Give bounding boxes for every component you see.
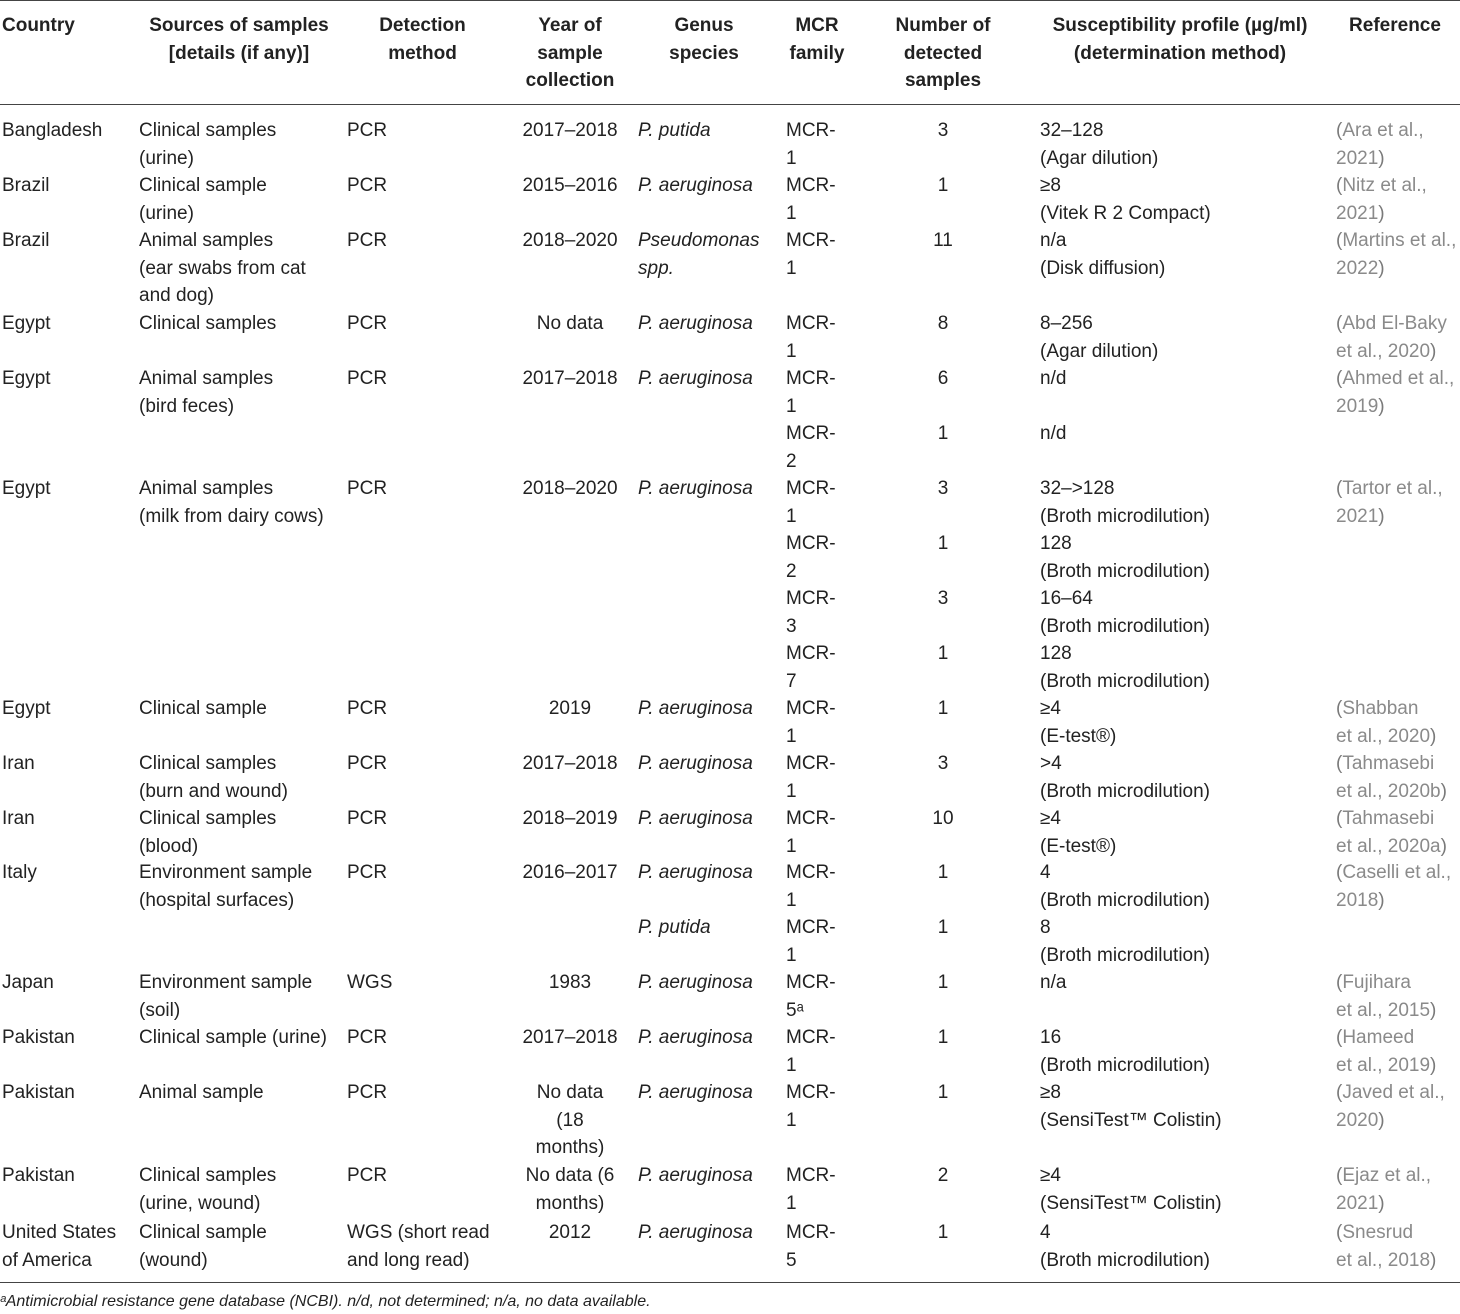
cell-mcr-family: MCR- 5: [786, 1222, 836, 1271]
cell-year: 2017–2018: [522, 1027, 618, 1048]
cell-country: Brazil: [2, 230, 50, 251]
cell-method: PCR: [347, 313, 388, 334]
cell-number: 1: [937, 862, 949, 883]
paren: (: [1336, 1222, 1343, 1243]
cell-reference: [1336, 475, 1460, 530]
cell-method: PCR: [347, 1027, 388, 1048]
cell-reference: [1336, 969, 1460, 1024]
cell-mcr-family: MCR- 2: [786, 423, 836, 472]
reference-text[interactable]: Ara et al., 2021: [1336, 120, 1424, 169]
cell-number: 3: [937, 588, 949, 609]
cell-number: 1: [937, 1027, 949, 1048]
cell-year: 2017–2018: [522, 368, 618, 389]
paren: ): [1440, 835, 1447, 857]
cell-method: WGS: [347, 972, 393, 993]
paren: ): [1378, 147, 1385, 169]
cell-mcr-family: MCR- 1: [786, 808, 836, 857]
cell-source: Clinical sample (urine): [139, 175, 267, 224]
cell-year: 2018–2020: [522, 230, 618, 251]
paren: ): [1430, 1054, 1437, 1076]
cell-source: Clinical samples: [139, 313, 277, 334]
cell-susceptibility: n/a (Disk diffusion): [1040, 230, 1166, 279]
cell-source: Animal samples (ear swabs from cat and dog): [139, 230, 306, 306]
cell-mcr-family: MCR- 1: [786, 862, 836, 911]
cell-method: PCR: [347, 753, 388, 774]
cell-genus: P. aeruginosa: [638, 1165, 753, 1186]
paren: (: [1336, 1082, 1343, 1103]
cell-genus: P. aeruginosa: [638, 1082, 753, 1103]
reference-text[interactable]: Ahmed et al., 2019: [1336, 368, 1455, 417]
cell-reference: [1336, 365, 1460, 420]
paren: (: [1336, 230, 1343, 251]
reference-text[interactable]: Fujihara et al., 2015: [1336, 972, 1431, 1021]
cell-susceptibility: 32–>128 (Broth microdilution): [1040, 478, 1210, 527]
cell-country: Japan: [2, 972, 54, 993]
header-year: Year of sample collection: [525, 15, 615, 91]
table-header: [0, 0, 1460, 105]
cell-number: 8: [937, 313, 949, 334]
cell-reference: [1336, 805, 1460, 860]
cell-genus: P. putida: [638, 917, 711, 938]
cell-country: Pakistan: [2, 1027, 75, 1048]
cell-country: Pakistan: [2, 1082, 75, 1103]
cell-source: Animal sample: [139, 1082, 264, 1103]
cell-genus: P. aeruginosa: [638, 313, 753, 334]
reference-text[interactable]: Nitz et al., 2021: [1336, 175, 1427, 224]
header-mcr: MCR family: [789, 15, 845, 64]
paren: (: [1336, 862, 1343, 883]
paren: ): [1378, 1109, 1385, 1131]
cell-number: 11: [933, 230, 953, 251]
cell-mcr-family: MCR- 1: [786, 175, 836, 224]
cell-source: Animal samples (bird feces): [139, 368, 274, 417]
cell-year: No data: [536, 313, 604, 334]
cell-method: PCR: [347, 120, 388, 141]
reference-text[interactable]: Tahmasebi et al., 2020a: [1336, 808, 1441, 857]
reference-text[interactable]: Martins et al., 2022: [1336, 230, 1457, 279]
paren: ): [1378, 257, 1385, 279]
paren: (: [1336, 368, 1343, 389]
header-country: Country: [2, 15, 75, 36]
cell-genus: P. putida: [638, 120, 711, 141]
cell-country: Bangladesh: [2, 120, 103, 141]
cell-genus: P. aeruginosa: [638, 808, 753, 829]
cell-source: Environment sample (hospital surfaces): [139, 862, 313, 911]
cell-susceptibility: 8–256 (Agar dilution): [1040, 313, 1159, 362]
reference-text[interactable]: Snesrud et al., 2018: [1336, 1222, 1431, 1271]
reference-text[interactable]: Shabban et al., 2020: [1336, 698, 1431, 747]
cell-year: 2018–2019: [522, 808, 618, 829]
cell-method: PCR: [347, 478, 388, 499]
cell-country: United States of America: [2, 1222, 117, 1271]
cell-method: WGS (short read and long read): [347, 1222, 490, 1271]
paren: (: [1336, 698, 1343, 719]
reference-text[interactable]: Hameed et al., 2019: [1336, 1027, 1431, 1076]
cell-mcr-family: MCR- 1: [786, 120, 836, 169]
reference-text[interactable]: Tartor et al., 2021: [1336, 478, 1443, 527]
cell-genus: P. aeruginosa: [638, 1027, 753, 1048]
paren: (: [1336, 753, 1343, 774]
cell-number: 3: [937, 120, 949, 141]
cell-method: PCR: [347, 1165, 388, 1186]
cell-genus: P. aeruginosa: [638, 862, 753, 883]
cell-reference: [1336, 1079, 1460, 1134]
cell-susceptibility: >4 (Broth microdilution): [1040, 753, 1210, 802]
header-genus: Genus species: [669, 15, 739, 64]
cell-mcr-family: MCR- 1: [786, 478, 836, 527]
paren: ): [1440, 780, 1447, 802]
cell-reference: [1336, 227, 1460, 282]
paren: (: [1336, 120, 1343, 141]
cell-genus: P. aeruginosa: [638, 698, 753, 719]
header-sources: Sources of samples [details (if any)]: [149, 15, 329, 64]
cell-susceptibility: n/d: [1040, 368, 1067, 389]
cell-genus: P. aeruginosa: [638, 175, 753, 196]
cell-year: 2015–2016: [522, 175, 618, 196]
header-detection: Detection method: [379, 15, 466, 64]
cell-number: 2: [937, 1165, 949, 1186]
cell-susceptibility: ≥4 (E-test®): [1040, 808, 1117, 857]
reference-text[interactable]: Ejaz et al., 2021: [1336, 1165, 1432, 1214]
cell-year: 1983: [548, 972, 592, 993]
cell-susceptibility: n/d: [1040, 423, 1067, 444]
paren: ): [1430, 340, 1437, 362]
cell-number: 1: [937, 698, 949, 719]
cell-source: Clinical sample: [139, 698, 267, 719]
cell-susceptibility: 4 (Broth microdilution): [1040, 1222, 1210, 1271]
cell-susceptibility: n/a: [1040, 972, 1067, 993]
cell-source: Clinical samples (urine, wound): [139, 1165, 277, 1214]
cell-susceptibility: ≥4 (SensiTest™ Colistin): [1040, 1165, 1222, 1214]
cell-year: 2019: [548, 698, 592, 719]
paren: (: [1336, 1027, 1343, 1048]
paren: (: [1336, 972, 1343, 993]
cell-country: Italy: [2, 862, 37, 883]
paren: (: [1336, 1165, 1343, 1186]
reference-text[interactable]: Abd El-Baky et al., 2020: [1336, 313, 1447, 362]
cell-genus: Pseudomonas spp.: [638, 230, 760, 279]
cell-country: Egypt: [2, 698, 51, 719]
cell-susceptibility: 128 (Broth microdilution): [1040, 533, 1210, 582]
cell-country: Egypt: [2, 368, 51, 389]
header-reference: Reference: [1349, 15, 1441, 36]
header-number: Number of detected samples: [895, 15, 991, 91]
cell-year: 2017–2018: [522, 753, 618, 774]
cell-number: 1: [937, 533, 949, 554]
cell-country: Pakistan: [2, 1165, 75, 1186]
table-bottom-rule: [0, 1282, 1460, 1283]
reference-text[interactable]: Caselli et al., 2018: [1336, 862, 1452, 911]
paren: (: [1336, 808, 1343, 829]
cell-source: Clinical sample (urine): [139, 1027, 327, 1048]
cell-mcr-family: MCR- 1: [786, 313, 836, 362]
paren: ): [1378, 202, 1385, 224]
paren: ): [1378, 889, 1385, 911]
cell-susceptibility: 4 (Broth microdilution): [1040, 862, 1210, 911]
cell-number: 1: [937, 917, 949, 938]
cell-source: Environment sample (soil): [139, 972, 313, 1021]
cell-susceptibility: 16–64 (Broth microdilution): [1040, 588, 1210, 637]
cell-method: PCR: [347, 368, 388, 389]
cell-year: 2016–2017: [522, 862, 618, 883]
cell-number: 10: [932, 808, 954, 829]
paren: (: [1336, 175, 1343, 196]
cell-method: PCR: [347, 1082, 388, 1103]
cell-number: 1: [937, 1082, 949, 1103]
reference-text[interactable]: Javed et al., 2020: [1336, 1082, 1445, 1131]
cell-number: 3: [937, 753, 949, 774]
cell-susceptibility: 32–128 (Agar dilution): [1040, 120, 1159, 169]
cell-reference: [1336, 1162, 1460, 1217]
paren: ): [1378, 1192, 1385, 1214]
paren: ): [1430, 999, 1437, 1021]
cell-genus: P. aeruginosa: [638, 478, 753, 499]
cell-country: Iran: [2, 753, 35, 774]
paren: ): [1430, 1249, 1437, 1271]
cell-method: PCR: [347, 230, 388, 251]
cell-genus: P. aeruginosa: [638, 753, 753, 774]
cell-susceptibility: ≥8 (SensiTest™ Colistin): [1040, 1082, 1222, 1131]
cell-number: 6: [937, 368, 949, 389]
cell-mcr-family: MCR- 1: [786, 753, 836, 802]
cell-mcr-family: MCR- 1: [786, 1027, 836, 1076]
cell-source: Clinical samples (urine): [139, 120, 277, 169]
cell-year: 2018–2020: [522, 478, 618, 499]
paren: ): [1378, 505, 1385, 527]
cell-mcr-family: MCR- 5ᵃ: [786, 972, 836, 1021]
cell-source: Clinical samples (burn and wound): [139, 753, 288, 802]
cell-number: 1: [937, 175, 949, 196]
cell-year: No data (18 months): [535, 1082, 605, 1158]
cell-country: Iran: [2, 808, 35, 829]
cell-susceptibility: 128 (Broth microdilution): [1040, 643, 1210, 692]
cell-reference: [1336, 310, 1460, 365]
cell-mcr-family: MCR- 2: [786, 533, 836, 582]
cell-genus: P. aeruginosa: [638, 1222, 753, 1243]
cell-year: 2017–2018: [522, 120, 618, 141]
cell-reference: [1336, 1024, 1460, 1079]
cell-number: 1: [937, 643, 949, 664]
reference-text[interactable]: Tahmasebi et al., 2020b: [1336, 753, 1441, 802]
paren: (: [1336, 313, 1343, 334]
cell-method: PCR: [347, 862, 388, 883]
cell-mcr-family: MCR- 1: [786, 698, 836, 747]
cell-reference: [1336, 117, 1460, 172]
cell-number: 1: [937, 423, 949, 444]
cell-source: Clinical samples (blood): [139, 808, 277, 857]
cell-mcr-family: MCR- 3: [786, 588, 836, 637]
paren: ): [1378, 395, 1385, 417]
cell-source: Animal samples (milk from dairy cows): [139, 478, 324, 527]
cell-mcr-family: MCR- 1: [786, 230, 836, 279]
paren: ): [1430, 725, 1437, 747]
cell-reference: [1336, 695, 1460, 750]
cell-mcr-family: MCR- 1: [786, 1082, 836, 1131]
cell-reference: [1336, 1219, 1460, 1274]
cell-reference: [1336, 859, 1460, 914]
cell-method: PCR: [347, 698, 388, 719]
cell-genus: P. aeruginosa: [638, 972, 753, 993]
table-footnote: ᵃAntimicrobial resistance gene database (NCBI). n/d, not determined; n/a, no data available.: [0, 1293, 651, 1310]
cell-susceptibility: ≥4 (E-test®): [1040, 698, 1117, 747]
cell-mcr-family: MCR- 1: [786, 368, 836, 417]
cell-year: 2012: [548, 1222, 592, 1243]
cell-mcr-family: MCR- 1: [786, 1165, 836, 1214]
cell-method: PCR: [347, 175, 388, 196]
cell-genus: P. aeruginosa: [638, 368, 753, 389]
cell-reference: [1336, 172, 1460, 227]
cell-number: 3: [937, 478, 949, 499]
cell-susceptibility: 16 (Broth microdilution): [1040, 1027, 1210, 1076]
cell-country: Egypt: [2, 478, 51, 499]
cell-susceptibility: 8 (Broth microdilution): [1040, 917, 1210, 966]
cell-year: No data (6 months): [525, 1165, 615, 1214]
paren: (: [1336, 478, 1343, 499]
cell-number: 1: [937, 972, 949, 993]
cell-country: Brazil: [2, 175, 50, 196]
cell-reference: [1336, 750, 1460, 805]
cell-method: PCR: [347, 808, 388, 829]
cell-source: Clinical sample (wound): [139, 1222, 267, 1271]
cell-mcr-family: MCR- 7: [786, 643, 836, 692]
header-susceptibility: Susceptibility profile (µg/ml) (determination method): [1052, 15, 1308, 64]
cell-country: Egypt: [2, 313, 51, 334]
cell-mcr-family: MCR- 1: [786, 917, 836, 966]
cell-susceptibility: ≥8 (Vitek R 2 Compact): [1040, 175, 1211, 224]
cell-number: 1: [937, 1222, 949, 1243]
